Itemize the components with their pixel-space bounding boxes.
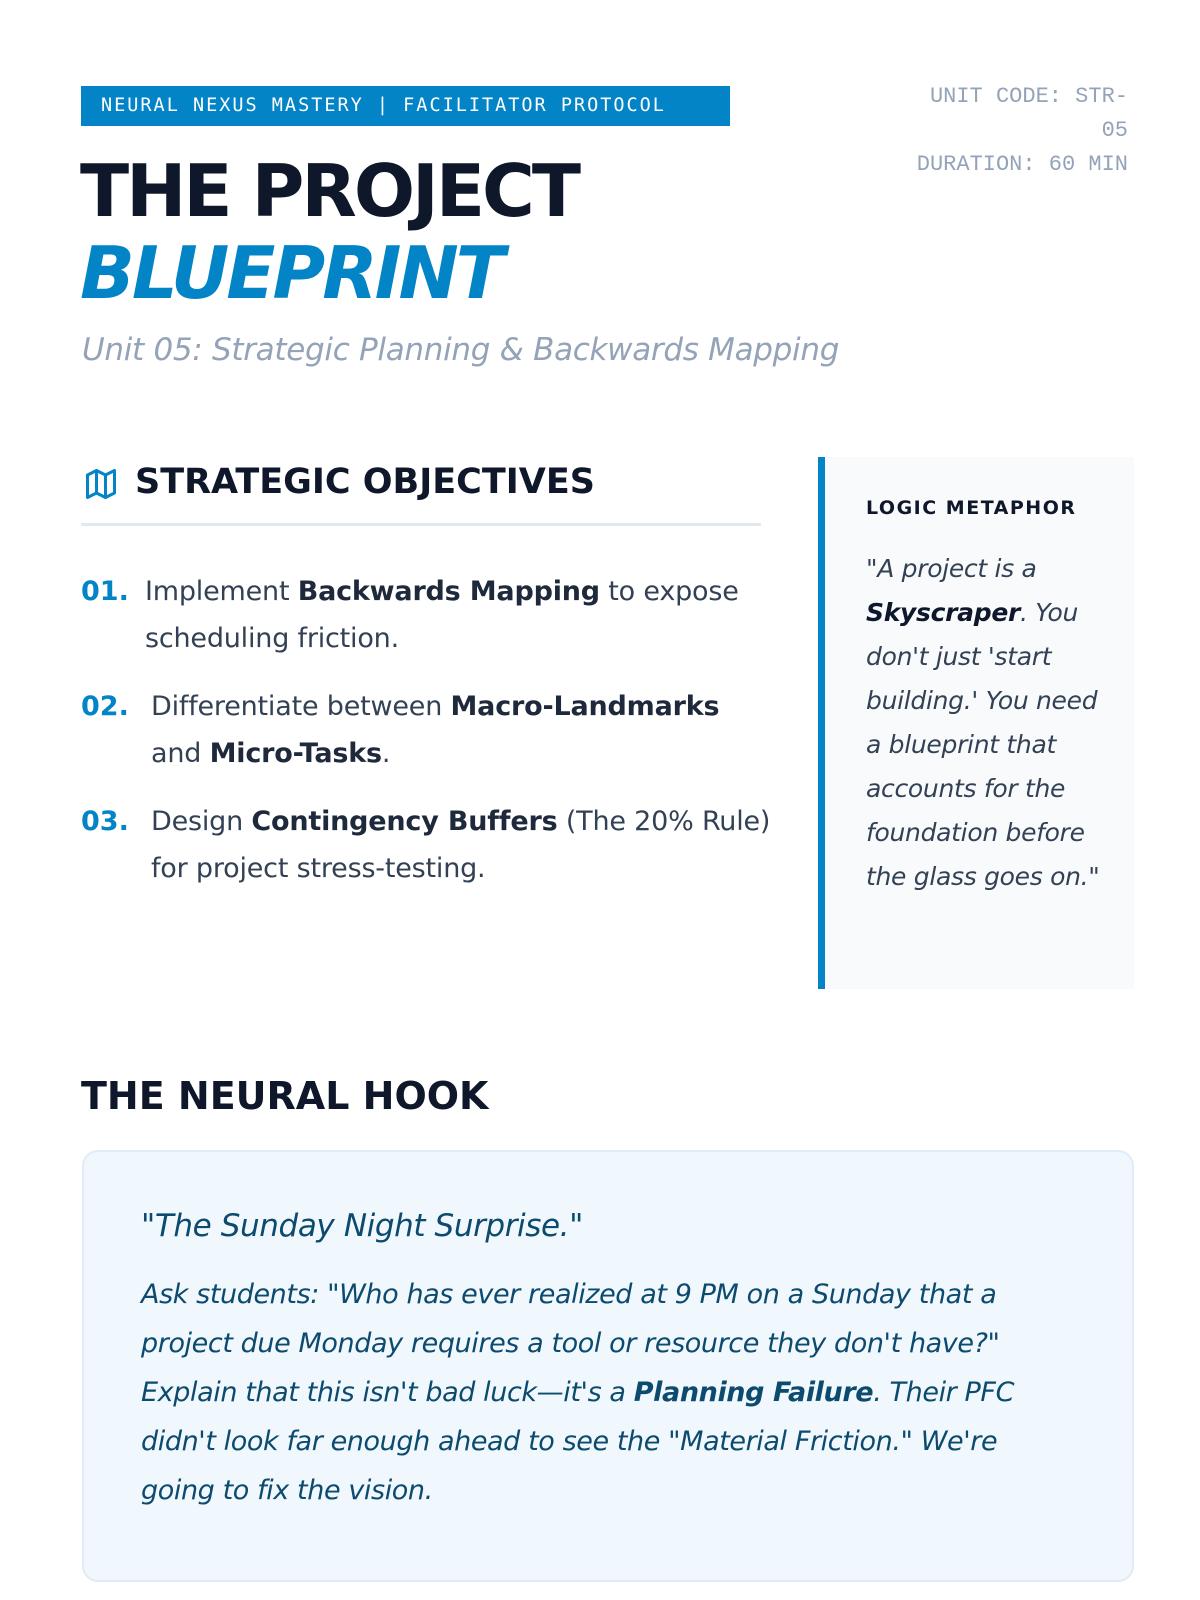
- logic-metaphor-panel: [818, 457, 1134, 989]
- objective-number: 03.: [81, 806, 129, 837]
- metaphor-quote: [866, 547, 1104, 899]
- objective-text-part: .: [381, 738, 391, 769]
- objective-number: 02.: [81, 691, 129, 722]
- map-icon: [83, 466, 119, 502]
- objective-item: [81, 798, 771, 892]
- objective-text-part: Implement: [145, 576, 298, 607]
- page-title: [80, 150, 578, 314]
- objectives-heading: STRATEGIC OBJECTIVES: [135, 462, 595, 502]
- objective-item: [81, 568, 771, 662]
- objective-text: [151, 798, 771, 892]
- objectives-list: [81, 568, 771, 913]
- objective-item: [81, 683, 771, 777]
- program-banner: NEURAL NEXUS MASTERY | FACILITATOR PROTOCOL: [81, 86, 730, 126]
- hook-body: [141, 1270, 1076, 1515]
- objective-text: [151, 683, 771, 777]
- objective-text-part: (The 20% Rule) for project stress-testing.: [151, 806, 771, 884]
- quote-emphasis: Skyscraper: [866, 598, 1021, 627]
- title-line-1: THE PROJECT: [80, 149, 578, 233]
- unit-code: UNIT CODE: STR-05: [929, 84, 1128, 143]
- objective-emphasis: Backwards Mapping: [297, 576, 600, 607]
- objective-text-part: Design: [151, 806, 252, 837]
- unit-duration: DURATION: 60 MIN: [916, 152, 1128, 177]
- objective-text-part: Differentiate between: [151, 691, 451, 722]
- objective-emphasis: Micro-Tasks: [209, 738, 382, 769]
- quote-text-part: "A project is a: [866, 554, 1037, 583]
- hook-headline: "The Sunday Night Surprise.": [141, 1208, 583, 1244]
- objectives-header: [81, 456, 761, 526]
- metaphor-label: LOGIC METAPHOR: [866, 497, 1077, 519]
- unit-meta: [908, 80, 1128, 182]
- hook-text-part: . Their PFC didn't look far enough ahead to see the "Material Friction." We're going to fix the vision.: [141, 1377, 1015, 1506]
- objective-text-part: and: [151, 738, 210, 769]
- hook-text-part: Ask students: "Who has ever realized at 9 PM on a Sunday that a project due Monday requires a tool or resource they don't have?" Explain that this isn't bad luck—it's a: [141, 1279, 1000, 1408]
- objective-emphasis: Contingency Buffers: [251, 806, 558, 837]
- objective-number: 01.: [81, 576, 129, 607]
- page-subtitle: Unit 05: Strategic Planning & Backwards Mapping: [82, 332, 840, 368]
- objective-text-part: to expose scheduling friction.: [145, 576, 739, 654]
- hook-heading: THE NEURAL HOOK: [81, 1074, 489, 1118]
- objective-text: [145, 568, 771, 662]
- quote-text-part: . You don't just 'start building.' You need a blueprint that accounts for the foundation before the glass goes on.": [866, 598, 1100, 891]
- title-line-2: BLUEPRINT: [80, 231, 502, 315]
- objective-emphasis: Macro-Landmarks: [450, 691, 720, 722]
- hook-emphasis: Planning Failure: [633, 1377, 874, 1408]
- hook-card: [82, 1150, 1134, 1582]
